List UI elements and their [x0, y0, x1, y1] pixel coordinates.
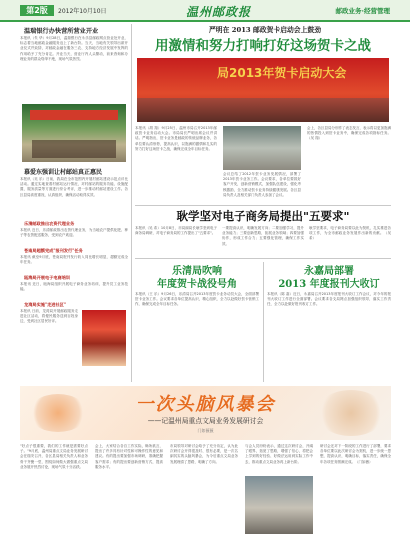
ecommerce-body-col1: 本报讯（吴 希）10月8日，市局副局长耿学坚到电子商务局调研，对电子商务局的工作提出了"五要求"。 [135, 226, 217, 236]
yongjia-headline-2: 2013 年度报刊大收订 [278, 279, 380, 290]
feature-col1: "好点子很重要，我们的工作就是需要好点子。"9月底，温州局重点文局业务发展研讨会在瑞安召开，各区县局相关负责人和业务骨干齐聚一堂，围绕如何做大做强重点文局业务展开热烈讨论，现场气氛十分活跃。 [20, 444, 88, 469]
story3-title: 乐清邮政推出农资代理业务 [24, 221, 75, 226]
feature-banner [20, 386, 391, 440]
opening-photo [22, 104, 126, 162]
yueqing-story [135, 262, 259, 382]
ecommerce-headline: 耿学坚对电子商务局提出"五要求" [176, 209, 350, 223]
story2-body: 本报讯（吴 乐）日前，我局在全市范围内开展村邮站建设示范点评比活动。通过实地查看村邮站运行情况，对村邮站的服务功能、设施配置、服务质量等方面进行综合考评，进一步推动村邮站建设工作。各区县局高度重视，认真组织，确保活动取得实效。 [20, 177, 128, 197]
yueqing-headline-2: 年度贺卡战役号角 [157, 279, 237, 290]
ecommerce-story [135, 208, 391, 256]
story4-title: 苍南局超额完成"报刊发行"任务 [24, 248, 83, 253]
lead-story [135, 24, 391, 202]
yongjia-headline-1: 永嘉局部署 [304, 266, 354, 277]
story4-body: 本报讯 截至9月底，苍南局报刊发行收入同比增长明显，超额完成全年任务。 [20, 255, 128, 265]
ecommerce-body-col2: 一要提高认识，明确发展方向；二要加强学习，提升业务能力；三要创新思路，拓展业务领域；四要加强协作，形成工作合力；五要强化管理，确保工作实效。 [222, 226, 304, 246]
column-divider [131, 24, 132, 382]
column-divider-2 [263, 262, 264, 382]
left-column [20, 24, 128, 382]
banner-byline: 门如薇薇 [197, 428, 214, 433]
lead-photo-banner: 局2013年贺卡启动大会 [217, 66, 347, 80]
yueqing-body: 本报讯（王 乐）9月26日，乐清局召开2013年度贺卡业务动员大会，全面部署贺卡业务工作。会议要求各单位提高认识，精心组织，全力以赴做好贺卡营销工作，确保完成全年目标任务。 [135, 292, 259, 307]
masthead-logo: 温州邮政报 [186, 5, 252, 19]
page-number: 第2版 [20, 5, 54, 16]
banner-title: 一次头脑风暴会 [135, 394, 276, 415]
ecommerce-body-col3: 耿学坚要求，电子商务局要以此为契机，扎实推进各项工作，为全市邮政业务发展作出新的贡献。（吴 希） [309, 226, 391, 241]
yongjia-body: 本报讯（陈 嘉）近日，永嘉局召开2013年度报刊大收订工作会议，对今年的报刊大收订工作进行全面部署。会议要求各支局网点加强组织领导，落实工作责任，全力以赴做好报刊收订工作。 [267, 292, 391, 307]
story1-body: 本报讯（朱 华）9月28日，温瑞银行在永乐县邮政网点营业处开业，标志着当地邮政金融服务迈上了新台阶。当天，当地有关领导出席开业仪式并致辞，对邮政金融在服务三农、支持地方经济发展中发挥的作用给予了充分肯定。开业当天，营业厅内人头攒动，前来咨询和办理业务的群众络绎不绝，现场气氛热烈。 [20, 36, 128, 61]
lead-body-col1: 本报讯（胡 翔）9月25日，温州市局召开2013年邮政贺卡业务启动大会。市局局长严明出席会议并讲话。严明指出，贺卡业务是邮政的传统品牌业务，各单位要认清形势，提高认识，以饱满的激情和扎实的努力打好这场贺卡之战，确保完成全年目标任务。 [135, 126, 217, 151]
divider-2 [135, 258, 391, 259]
story2-title: 慕爱东强训让村邮站真正惠民 [24, 169, 103, 176]
feature-col2: 会上，大家结合各自工作实际，畅所欲言，提出了许多具有针对性和可操作性的意见和建议。有的提出要加强市场调研，准确把握客户需求；有的提出要创新营销方式，提高服务水平。 [95, 444, 163, 469]
lead-headline: 用激情和努力打响打好这场贺卡之战 [155, 38, 371, 54]
divider-1 [135, 205, 391, 206]
feature-article [20, 444, 391, 536]
lead-body-col3: 会上，各区县局分别作了表态发言，表示将以更加饱满的热情投入到贺卡业务中，确保完成各项指标任务。（吴 翔） [307, 126, 391, 141]
page-header [0, 0, 410, 22]
lead-kicker: 严明在 2013 邮政贺卡启动会上鼓劲 [208, 26, 321, 34]
story3-body: 本报讯 近日，乐清邮政推出农资代理业务，为当地农户提供化肥、种子等农资配送服务，受到农户欢迎。 [20, 228, 128, 238]
story6-body: 本报讯 日前，龙湾局开展邮政服务走进社区活动，将便民服务送到百姓身边，受到社区居民好评。 [20, 309, 78, 324]
story1-title: 温瑞银行办快营所营业开业 [24, 28, 99, 35]
story6-title: 龙湾局实施"走进社区" [24, 302, 67, 307]
feature-col3: 市局领导对研讨会给予了充分肯定，认为此次研讨会开得很及时、很有必要，是一次名副其实的头脑风暴会，为今后重点文局业务发展理清了思路，明确了方向。 [170, 444, 238, 464]
story5-title: 瓯海局开展电子电商培训 [24, 275, 71, 280]
feature-col4: 与会人员纷纷表示，通过这次研讨会，开阔了眼界，拓宽了思路，增强了信心，将把会上学到的好经验、好做法运用到实际工作中去，推动重点文局业务再上新台阶。 [245, 444, 313, 464]
feature-photo [245, 476, 313, 534]
issue-date: 2012年10月10日 [58, 8, 107, 15]
community-photo [82, 310, 126, 366]
yueqing-headline-1: 乐清局吹响 [172, 266, 222, 277]
section-title: 邮政业务·经营管理 [335, 7, 390, 15]
story5-body: 本报讯 近日，瓯海局组织开展电子商务业务培训，提升员工业务技能。 [20, 282, 128, 292]
yongjia-story [267, 262, 391, 382]
lead-side-photo [223, 126, 301, 170]
lead-photo [137, 58, 389, 122]
lead-body-col2: 会议总结了2012年贺卡业务发展情况，部署了2013年贺卡业务工作。会议要求，各单位要抓好客户开发，创新营销模式，加强队伍建设，强化考核激励，全力推动贺卡业务持续健康发展。各区县局负责人及相关部门负责人参加了会议。 [223, 172, 301, 197]
feature-col5: 研讨会还对下一阶段的工作进行了部署，要求各单位要以此次研讨会为契机，进一步统一思想，提高认识，明确目标，落实责任，确保全年各项任务圆满完成。（门如薇） [320, 444, 391, 464]
banner-subtitle: ——记温州局重点文局业务发展研讨会 [147, 417, 264, 425]
